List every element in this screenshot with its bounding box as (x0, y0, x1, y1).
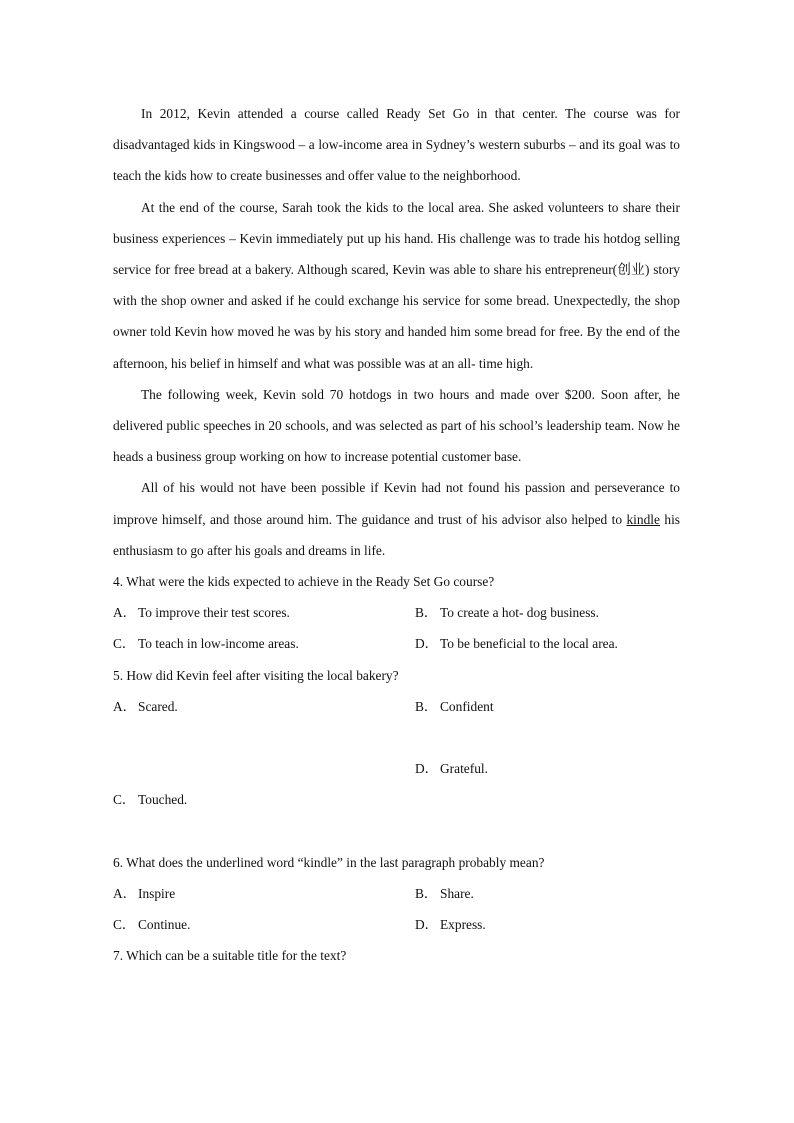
option-letter: A． (113, 885, 137, 901)
blank-line (113, 722, 680, 753)
option-letter: D． (415, 917, 439, 933)
document-page (113, 98, 680, 972)
question-5-options-row-2 (113, 753, 680, 784)
option-text: To create a hot- dog business. (440, 605, 599, 621)
option-text: Confident (440, 698, 494, 714)
question-5-option-c[interactable] (113, 784, 187, 815)
question-5-option-a[interactable] (113, 691, 178, 722)
question-6-option-c[interactable] (113, 909, 190, 940)
question-5-option-d[interactable] (415, 753, 488, 784)
option-letter: A． (113, 605, 137, 621)
question-5-options-row-1 (113, 691, 680, 722)
question-6-option-d[interactable] (415, 909, 486, 940)
option-text: Inspire (138, 885, 176, 901)
question-6-option-a[interactable] (113, 878, 175, 909)
underlined-word-kindle: kindle (626, 511, 660, 527)
question-5-option-b[interactable] (415, 691, 494, 722)
option-letter: D． (415, 761, 439, 777)
question-6-stem: 6. What does the underlined word “kindle” in the last paragraph probably mean? (113, 854, 545, 870)
question-4-options-row-1 (113, 597, 680, 628)
passage-paragraph-4 (113, 472, 680, 566)
blank-line (113, 816, 680, 847)
option-text: Express. (440, 917, 486, 933)
option-text: To be beneficial to the local area. (440, 636, 618, 652)
question-4-option-d[interactable] (415, 628, 618, 659)
option-text: Continue. (138, 917, 191, 933)
question-4-options-row-2 (113, 628, 680, 659)
option-letter: B． (415, 605, 438, 621)
option-text: Share. (440, 885, 474, 901)
option-text: To teach in low-income areas. (138, 636, 299, 652)
question-4-stem: 4. What were the kids expected to achieve in the Ready Set Go course? (113, 574, 495, 590)
option-letter: B． (415, 698, 438, 714)
option-text: Scared. (138, 698, 178, 714)
question-7-stem: 7. Which can be a suitable title for the text? (113, 948, 347, 964)
question-4-option-a[interactable] (113, 597, 290, 628)
question-6-option-b[interactable] (415, 878, 474, 909)
question-4-option-b[interactable] (415, 597, 599, 628)
option-text: To improve their test scores. (138, 605, 290, 621)
passage-paragraph-4-end: his enthusiasm to go after his goals and dreams in life. (113, 511, 680, 558)
passage-paragraph-3: The following week, Kevin sold 70 hotdogs in two hours and made over $200. Soon after, he delivered public speeches in 20 schools, and was selected as part of his school’s leadership team. Now he heads a business group working on how to increase potential customer base. (113, 386, 680, 465)
passage-paragraph-1: In 2012, Kevin attended a course called Ready Set Go in that center. The course was for disadvantaged kids in Kingswood – a low-income area in Sydney’s western suburbs – and its goal was to teach the kids how to create businesses and offer value to the neighborhood. (113, 106, 680, 184)
option-text: Grateful. (440, 761, 488, 777)
question-4-option-c[interactable] (113, 628, 299, 659)
option-letter: C． (113, 792, 136, 808)
option-text: Touched. (138, 792, 188, 808)
passage-paragraph-4-start: All of his would not have been possible if Kevin had not found his passion and perseverance to improve himself, and those around him. The guidance and trust of his advisor also helped to (113, 480, 680, 527)
question-6-options-row-2 (113, 909, 680, 940)
question-5-stem: 5. How did Kevin feel after visiting the local bakery? (113, 667, 399, 683)
option-letter: B． (415, 885, 438, 901)
question-6-options-row-1 (113, 878, 680, 909)
option-letter: C． (113, 636, 136, 652)
passage-paragraph-2: At the end of the course, Sarah took the kids to the local area. She asked volunteers to share their business experiences – Kevin immediately put up his hand. His challenge was to trade his hotdog selling service for free bread at a bakery. Although scared, Kevin was able to share his entrepreneur(创业) story with the shop owner and asked if he could exchange his service for some bread. Unexpectedly, the shop owner told Kevin how moved he was by his story and handed him some bread for free. By the end of the afternoon, his belief in himself and what was possible was at an all- time high. (113, 199, 680, 371)
option-letter: C． (113, 917, 136, 933)
question-5-options-row-3 (113, 784, 680, 815)
option-letter: A． (113, 698, 137, 714)
option-letter: D． (415, 636, 439, 652)
